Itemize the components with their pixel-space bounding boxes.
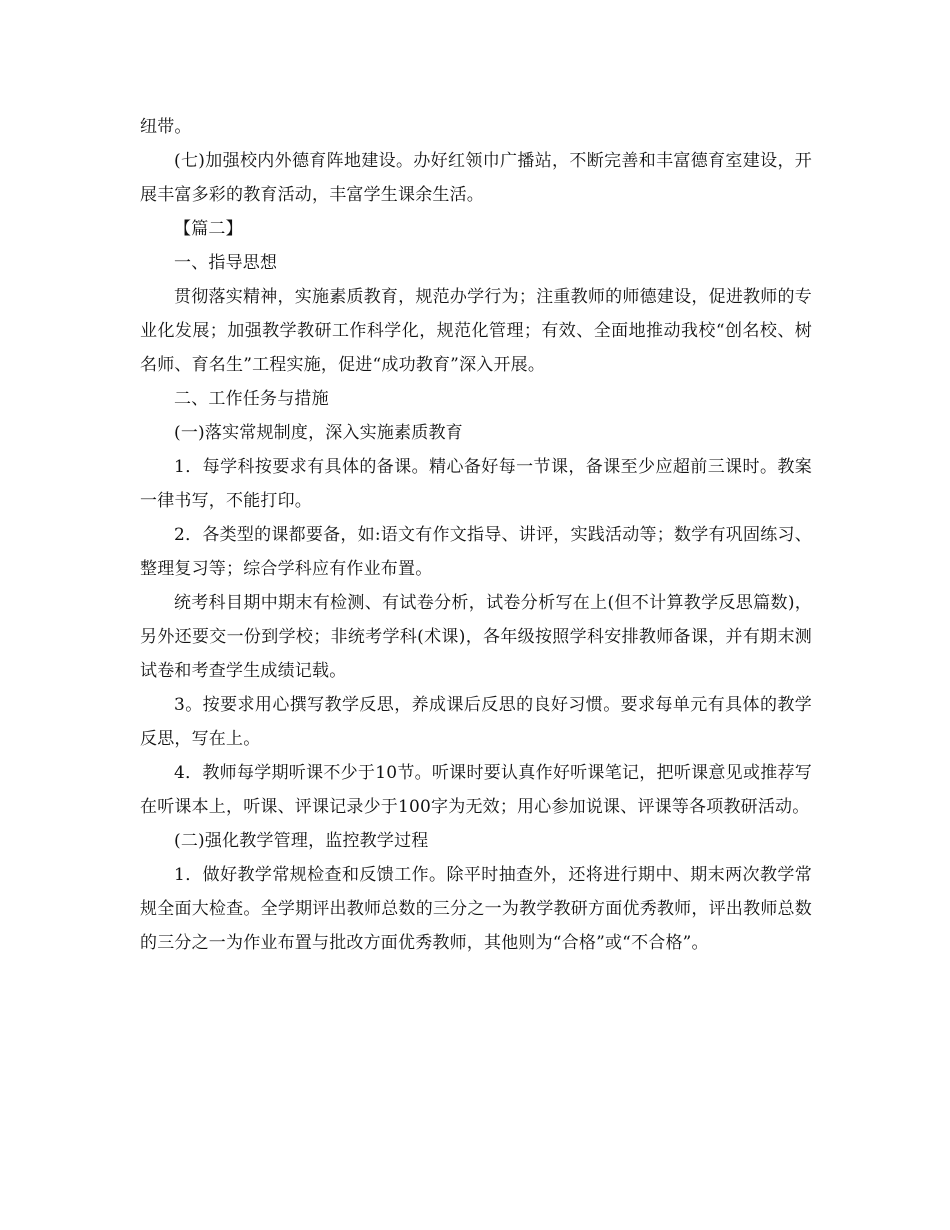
paragraph-teaching-reflection: 3。按要求用心撰写教学反思，养成课后反思的良好习惯。要求每单元有具体的教学反思，写在上。 xyxy=(140,695,812,749)
heading-tasks-measures: 二、工作任务与措施 xyxy=(174,389,329,409)
subheading-teaching-management: (二)强化教学管理，监控教学过程 xyxy=(174,831,429,851)
section-heading-part-two: 【篇二】 xyxy=(174,219,243,239)
paragraph-course-types: 2．各类型的课都要备，如:语文有作文指导、讲评，实践活动等；数学有巩固练习、整理复习等；综合学科应有作业布置。 xyxy=(140,525,812,579)
subheading-routine-system: (一)落实常规制度，深入实施素质教育 xyxy=(174,423,463,443)
paragraph-moral-base: (七)加强校内外德育阵地建设。办好红领巾广播站，不断完善和丰富德育室建设，开展丰富多彩的教育活动，丰富学生课余生活。 xyxy=(140,151,812,205)
heading-guiding-ideology: 一、指导思想 xyxy=(174,253,278,273)
paragraph-routine-inspection: 1．做好教学常规检查和反馈工作。除平时抽查外，还将进行期中、期末两次教学常规全面大检查。全学期评出教师总数的三分之一为教学教研方面优秀教师，评出教师总数的三分之一为作业布置与批改方面优秀教师，其他则为“合格”或“不合格”。 xyxy=(140,865,812,953)
document-body xyxy=(140,110,812,960)
paragraph-class-observation: 4．教师每学期听课不少于10节。听课时要认真作好听课笔记，把听课意见或推荐写在听课本上，听课、评课记录少于100字为无效；用心参加说课、评课等各项教研活动。 xyxy=(140,763,812,817)
paragraph-guiding-ideology: 贯彻落实精神，实施素质教育，规范办学行为；注重教师的师德建设，促进教师的专业化发展；加强教学教研工作科学化，规范化管理；有效、全面地推动我校“创名校、树名师、育名生”工程实施，促进“成功教育”深入开展。 xyxy=(140,287,812,375)
paragraph-continuation: 纽带。 xyxy=(140,117,192,137)
paragraph-lesson-prep: 1．每学科按要求有具体的备课。精心备好每一节课，备课至少应超前三课时。教案一律书写，不能打印。 xyxy=(140,457,812,511)
paragraph-exam-analysis: 统考科目期中期末有检测、有试卷分析，试卷分析写在上(但不计算教学反思篇数)，另外还要交一份到学校；非统考学科(术课)，各年级按照学科安排教师备课，并有期末测试卷和考查学生成绩记载。 xyxy=(140,593,812,681)
